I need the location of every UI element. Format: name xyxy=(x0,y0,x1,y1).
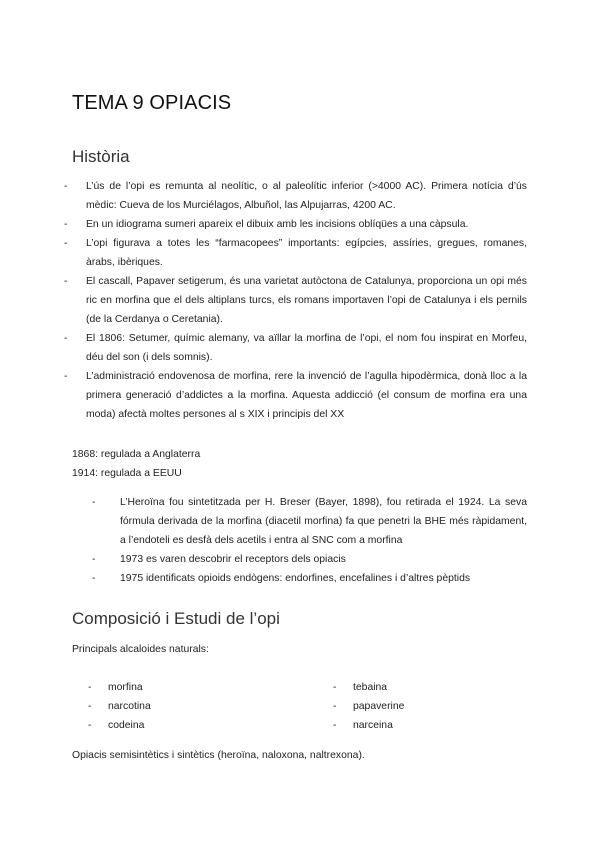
list-item: - El 1806: Setumer, químic alemany, va aïllar la morfina de l’opi, el nom fou inspirat en Morfeu, déu del son (i dels somnis). xyxy=(72,329,527,367)
list-item: - narceina xyxy=(353,716,404,735)
list-item: - El cascall, Papaver setigerum, és una varietat autòctona de Catalunya, proporciona un opi més ric en morfina que el dels altiplans turcs, els romans importaven l’opi de Catalunya i els pernils (de la Cerdanya o Ceretania). xyxy=(72,272,527,329)
list-item: - L’opi figurava a totes les “farmacopees” importants: egípcies, assíries, gregues, romanes, àrabs, ibèriques. xyxy=(72,234,527,272)
list-item: - morfina xyxy=(108,678,151,697)
list-item: - 1975 identificats opioids endògens: endorfines, encefalines i d’altres pèptids xyxy=(120,569,527,588)
year-line: 1914: regulada a EEUU xyxy=(72,468,182,479)
alkaloids-column-1 xyxy=(108,678,151,735)
section-heading-composicio: Composició i Estudi de l’opi xyxy=(72,609,280,628)
list-item: - codeina xyxy=(108,716,151,735)
list-item: - L’Heroïna fou sintetitzada per H. Breser (Bayer, 1898), fou retirada el 1924. La seva fórmula derivada de la morfina (diacetil morfina) fa que penetri la BHE més ràpidament, a l’endoteli es desfà dels acetils i entra al SNC com a morfina xyxy=(120,493,527,550)
year-line: 1868: regulada a Anglaterra xyxy=(72,449,201,460)
list-item: - L’administració endovenosa de morfina, rere la invenció de l’agulla hipodèrmica, donà lloc a la primera generació d’addictes a la morfina. Aquesta addicció (el consum de morfina era una moda) afectà moltes persones al s XIX i principis del XX xyxy=(72,367,527,424)
alkaloids-column-2 xyxy=(353,678,404,735)
list-item: - tebaina xyxy=(353,678,404,697)
page-title: TEMA 9 OPIACIS xyxy=(72,92,232,114)
historia-list xyxy=(72,177,527,424)
list-item: - 1973 es varen descobrir el receptors dels opiacis xyxy=(120,550,527,569)
alkaloids-intro: Principals alcaloides naturals: xyxy=(72,644,209,655)
section-heading-historia: Història xyxy=(72,147,130,166)
historia-sublist xyxy=(120,493,527,588)
regulation-years xyxy=(72,445,200,483)
list-item: - L’ús de l’opi es remunta al neolític, o al paleolític inferior (>4000 AC). Primera notícia d’ús mèdic: Cueva de los Murciélagos, Albuñol, las Alpujarras, 4200 AC. xyxy=(72,177,527,215)
list-item: - En un idiograma sumeri apareix el dibuix amb les incisions oblíqües a una càpsula. xyxy=(72,215,527,234)
list-item: - narcotina xyxy=(108,697,151,716)
synthetic-opiates-note: Opiacis semisintètics i sintètics (heroïna, naloxona, naltrexona). xyxy=(72,750,365,761)
list-item: - papaverine xyxy=(353,697,404,716)
